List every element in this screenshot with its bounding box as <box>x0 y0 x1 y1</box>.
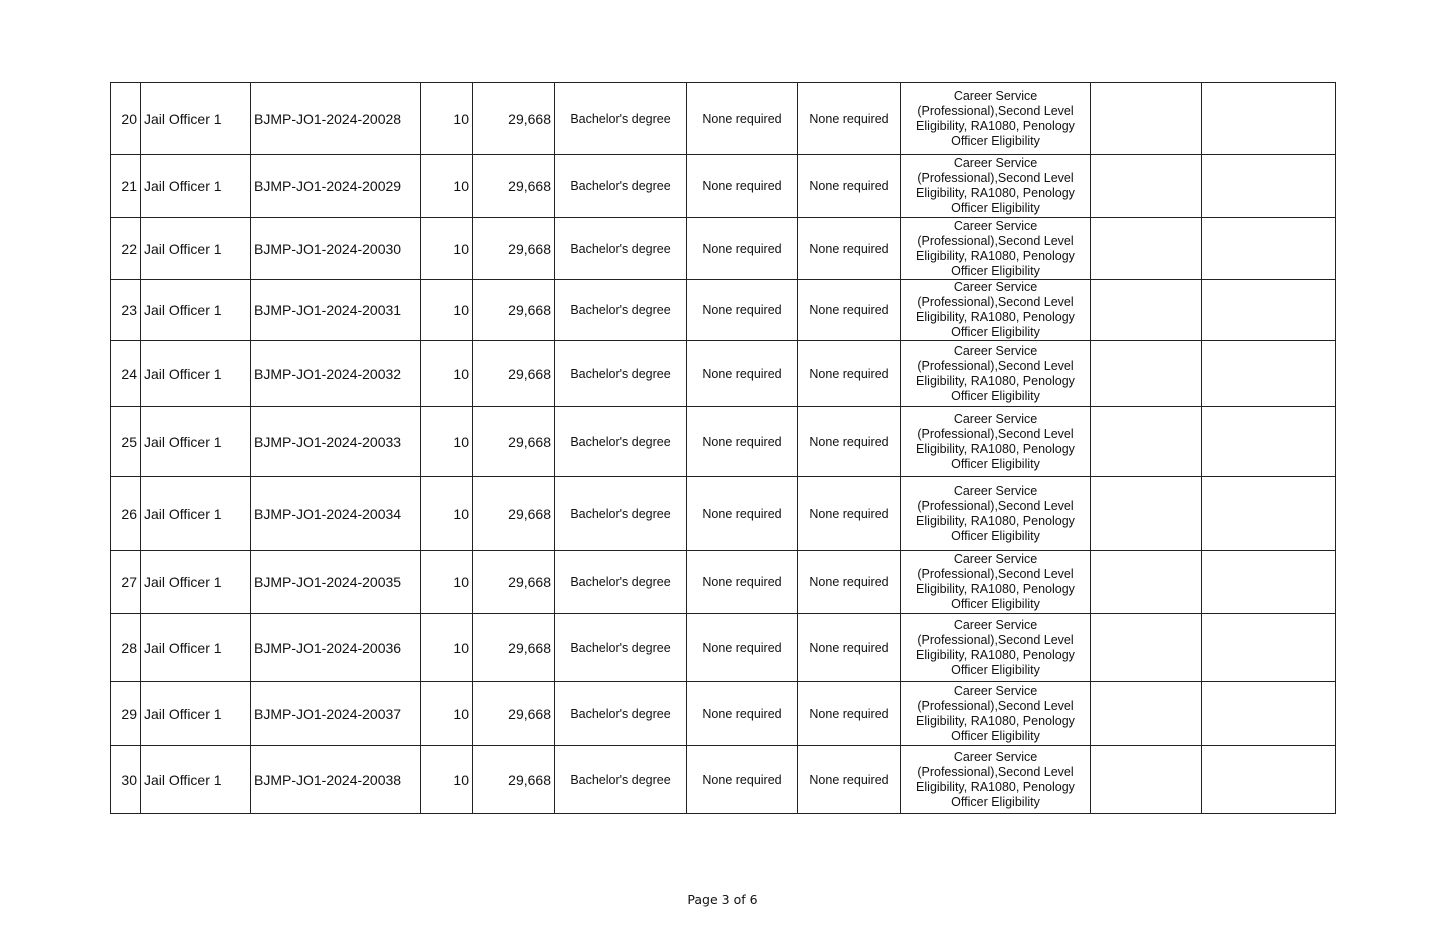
position-title: Jail Officer 1 <box>141 682 251 746</box>
competency-cell <box>1091 83 1202 155</box>
training-requirement: None required <box>687 341 798 407</box>
experience-requirement: None required <box>798 155 901 218</box>
assignment-cell <box>1202 280 1336 341</box>
monthly-salary: 29,668 <box>473 682 555 746</box>
eligibility-line: Eligibility, RA1080, Penology <box>916 513 1075 528</box>
eligibility-requirement <box>901 83 1091 155</box>
salary-grade: 10 <box>421 746 473 814</box>
position-title: Jail Officer 1 <box>141 477 251 551</box>
competency-cell <box>1091 614 1202 682</box>
training-requirement: None required <box>687 746 798 814</box>
row-number: 21 <box>111 155 141 218</box>
row-number: 25 <box>111 407 141 477</box>
monthly-salary: 29,668 <box>473 614 555 682</box>
training-requirement: None required <box>687 407 798 477</box>
row-number: 24 <box>111 341 141 407</box>
experience-requirement: None required <box>798 341 901 407</box>
plantilla-item-number: BJMP-JO1-2024-20037 <box>251 682 421 746</box>
plantilla-item-number: BJMP-JO1-2024-20030 <box>251 218 421 280</box>
eligibility-line: Eligibility, RA1080, Penology <box>916 779 1075 794</box>
competency-cell <box>1091 682 1202 746</box>
plantilla-item-number: BJMP-JO1-2024-20035 <box>251 551 421 614</box>
eligibility-line: (Professional),Second Level <box>917 295 1074 309</box>
competency-cell <box>1091 341 1202 407</box>
eligibility-line: Officer Eligibility <box>951 794 1040 809</box>
plantilla-item-number: BJMP-JO1-2024-20038 <box>251 746 421 814</box>
assignment-cell <box>1202 682 1336 746</box>
salary-grade: 10 <box>421 614 473 682</box>
monthly-salary: 29,668 <box>473 83 555 155</box>
experience-requirement: None required <box>798 218 901 280</box>
experience-requirement: None required <box>798 83 901 155</box>
eligibility-line: Officer Eligibility <box>951 662 1040 677</box>
table-row <box>111 614 1336 682</box>
eligibility-line: Career Service <box>953 617 1038 632</box>
eligibility-line: Eligibility, RA1080, Penology <box>916 310 1075 324</box>
training-requirement: None required <box>687 280 798 341</box>
monthly-salary: 29,668 <box>473 407 555 477</box>
education-requirement: Bachelor's degree <box>555 682 687 746</box>
position-title: Jail Officer 1 <box>141 746 251 814</box>
eligibility-line: Officer Eligibility <box>951 728 1040 743</box>
eligibility-line: Career Service <box>953 483 1038 498</box>
eligibility-line: (Professional),Second Level <box>917 567 1074 581</box>
competency-cell <box>1091 218 1202 280</box>
eligibility-line: Eligibility, RA1080, Penology <box>916 713 1075 728</box>
eligibility-line: (Professional),Second Level <box>917 233 1074 248</box>
position-title: Jail Officer 1 <box>141 83 251 155</box>
eligibility-line: Officer Eligibility <box>951 325 1040 339</box>
education-requirement: Bachelor's degree <box>555 218 687 280</box>
table-row <box>111 218 1336 280</box>
eligibility-requirement <box>901 155 1091 218</box>
eligibility-line: Officer Eligibility <box>951 456 1040 471</box>
experience-requirement: None required <box>798 280 901 341</box>
eligibility-line: Officer Eligibility <box>951 597 1040 611</box>
monthly-salary: 29,668 <box>473 551 555 614</box>
position-title: Jail Officer 1 <box>141 280 251 341</box>
eligibility-line: Eligibility, RA1080, Penology <box>916 647 1075 662</box>
vacancy-table <box>110 82 1336 814</box>
competency-cell <box>1091 746 1202 814</box>
eligibility-line: Career Service <box>953 156 1038 170</box>
eligibility-line: (Professional),Second Level <box>917 426 1074 441</box>
competency-cell <box>1091 155 1202 218</box>
salary-grade: 10 <box>421 218 473 280</box>
eligibility-requirement <box>901 551 1091 614</box>
eligibility-line: Career Service <box>953 683 1038 698</box>
eligibility-line: (Professional),Second Level <box>917 764 1074 779</box>
monthly-salary: 29,668 <box>473 341 555 407</box>
competency-cell <box>1091 280 1202 341</box>
experience-requirement: None required <box>798 477 901 551</box>
position-title: Jail Officer 1 <box>141 155 251 218</box>
plantilla-item-number: BJMP-JO1-2024-20033 <box>251 407 421 477</box>
eligibility-line: (Professional),Second Level <box>917 498 1074 513</box>
eligibility-line: Eligibility, RA1080, Penology <box>916 186 1075 200</box>
eligibility-line: Eligibility, RA1080, Penology <box>916 373 1075 388</box>
position-title: Jail Officer 1 <box>141 341 251 407</box>
eligibility-line: (Professional),Second Level <box>917 103 1074 118</box>
training-requirement: None required <box>687 83 798 155</box>
eligibility-line: Career Service <box>953 749 1038 764</box>
eligibility-line: Officer Eligibility <box>951 528 1040 543</box>
competency-cell <box>1091 551 1202 614</box>
eligibility-requirement <box>901 614 1091 682</box>
competency-cell <box>1091 407 1202 477</box>
row-number: 20 <box>111 83 141 155</box>
experience-requirement: None required <box>798 407 901 477</box>
eligibility-line: Officer Eligibility <box>951 133 1040 148</box>
eligibility-line: Officer Eligibility <box>951 201 1040 215</box>
eligibility-requirement <box>901 682 1091 746</box>
position-title: Jail Officer 1 <box>141 551 251 614</box>
assignment-cell <box>1202 155 1336 218</box>
plantilla-item-number: BJMP-JO1-2024-20032 <box>251 341 421 407</box>
eligibility-line: Eligibility, RA1080, Penology <box>916 441 1075 456</box>
eligibility-requirement <box>901 341 1091 407</box>
monthly-salary: 29,668 <box>473 746 555 814</box>
training-requirement: None required <box>687 218 798 280</box>
salary-grade: 10 <box>421 407 473 477</box>
education-requirement: Bachelor's degree <box>555 614 687 682</box>
education-requirement: Bachelor's degree <box>555 280 687 341</box>
competency-cell <box>1091 477 1202 551</box>
eligibility-line: Officer Eligibility <box>951 263 1040 278</box>
monthly-salary: 29,668 <box>473 280 555 341</box>
eligibility-line: (Professional),Second Level <box>917 358 1074 373</box>
salary-grade: 10 <box>421 551 473 614</box>
eligibility-line: Career Service <box>953 280 1038 294</box>
row-number: 29 <box>111 682 141 746</box>
salary-grade: 10 <box>421 682 473 746</box>
training-requirement: None required <box>687 477 798 551</box>
assignment-cell <box>1202 614 1336 682</box>
education-requirement: Bachelor's degree <box>555 407 687 477</box>
assignment-cell <box>1202 218 1336 280</box>
salary-grade: 10 <box>421 155 473 218</box>
education-requirement: Bachelor's degree <box>555 746 687 814</box>
eligibility-requirement <box>901 407 1091 477</box>
eligibility-requirement <box>901 280 1091 341</box>
monthly-salary: 29,668 <box>473 218 555 280</box>
eligibility-line: Career Service <box>953 552 1038 566</box>
eligibility-line: Officer Eligibility <box>951 388 1040 403</box>
eligibility-line: Career Service <box>953 343 1038 358</box>
table-row <box>111 407 1336 477</box>
education-requirement: Bachelor's degree <box>555 551 687 614</box>
experience-requirement: None required <box>798 614 901 682</box>
row-number: 26 <box>111 477 141 551</box>
position-title: Jail Officer 1 <box>141 614 251 682</box>
training-requirement: None required <box>687 155 798 218</box>
education-requirement: Bachelor's degree <box>555 477 687 551</box>
eligibility-requirement <box>901 218 1091 280</box>
eligibility-requirement <box>901 477 1091 551</box>
table-row <box>111 341 1336 407</box>
training-requirement: None required <box>687 614 798 682</box>
assignment-cell <box>1202 407 1336 477</box>
eligibility-line: Career Service <box>953 88 1038 103</box>
assignment-cell <box>1202 477 1336 551</box>
training-requirement: None required <box>687 682 798 746</box>
page-number: Page 3 of 6 <box>687 892 758 907</box>
experience-requirement: None required <box>798 682 901 746</box>
table-row <box>111 682 1336 746</box>
eligibility-line: Eligibility, RA1080, Penology <box>916 582 1075 596</box>
plantilla-item-number: BJMP-JO1-2024-20036 <box>251 614 421 682</box>
assignment-cell <box>1202 83 1336 155</box>
education-requirement: Bachelor's degree <box>555 83 687 155</box>
position-title: Jail Officer 1 <box>141 407 251 477</box>
row-number: 23 <box>111 280 141 341</box>
eligibility-line: Career Service <box>953 218 1038 233</box>
eligibility-line: Career Service <box>953 411 1038 426</box>
row-number: 30 <box>111 746 141 814</box>
education-requirement: Bachelor's degree <box>555 341 687 407</box>
position-title: Jail Officer 1 <box>141 218 251 280</box>
table-row <box>111 83 1336 155</box>
plantilla-item-number: BJMP-JO1-2024-20029 <box>251 155 421 218</box>
education-requirement: Bachelor's degree <box>555 155 687 218</box>
salary-grade: 10 <box>421 83 473 155</box>
plantilla-item-number: BJMP-JO1-2024-20034 <box>251 477 421 551</box>
vacancy-table-body <box>111 83 1336 814</box>
table-row <box>111 477 1336 551</box>
experience-requirement: None required <box>798 746 901 814</box>
plantilla-item-number: BJMP-JO1-2024-20028 <box>251 83 421 155</box>
table-row <box>111 280 1336 341</box>
table-row <box>111 746 1336 814</box>
eligibility-requirement <box>901 746 1091 814</box>
training-requirement: None required <box>687 551 798 614</box>
assignment-cell <box>1202 341 1336 407</box>
salary-grade: 10 <box>421 477 473 551</box>
eligibility-line: (Professional),Second Level <box>917 632 1074 647</box>
table-row <box>111 155 1336 218</box>
row-number: 27 <box>111 551 141 614</box>
table-row <box>111 551 1336 614</box>
plantilla-item-number: BJMP-JO1-2024-20031 <box>251 280 421 341</box>
eligibility-line: Eligibility, RA1080, Penology <box>916 118 1075 133</box>
assignment-cell <box>1202 551 1336 614</box>
row-number: 22 <box>111 218 141 280</box>
salary-grade: 10 <box>421 280 473 341</box>
eligibility-line: (Professional),Second Level <box>917 171 1074 185</box>
row-number: 28 <box>111 614 141 682</box>
assignment-cell <box>1202 746 1336 814</box>
monthly-salary: 29,668 <box>473 155 555 218</box>
monthly-salary: 29,668 <box>473 477 555 551</box>
experience-requirement: None required <box>798 551 901 614</box>
eligibility-line: Eligibility, RA1080, Penology <box>916 248 1075 263</box>
salary-grade: 10 <box>421 341 473 407</box>
eligibility-line: (Professional),Second Level <box>917 698 1074 713</box>
